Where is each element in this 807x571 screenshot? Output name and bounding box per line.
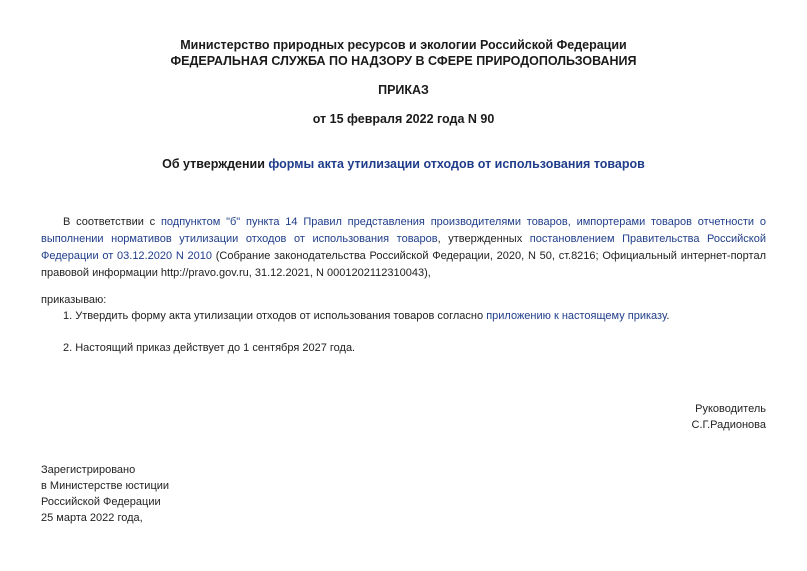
registration-line-3: Российской Федерации (41, 496, 161, 508)
registration-line-1: Зарегистрировано (41, 464, 136, 476)
document-type: ПРИКАЗ (378, 83, 429, 97)
order-item-1-end: . (666, 310, 670, 322)
order-word: приказываю: (41, 294, 107, 306)
signature-position: Руководитель (695, 403, 766, 415)
appendix-link[interactable]: приложению к настоящему приказу (486, 310, 667, 322)
preamble-text-3: (Собрание законодательства Российской Федерации, 2020, N 50, ст.8216; Официальный интернет-портал правовой информации http://pravo.gov.ru, 31.12.2021, N 0001202112310043), (41, 250, 766, 279)
rules-subparagraph-link[interactable]: подпунктом "б" пункта 14 Правил представления производителями товаров, импортерами товаров отчетности о выполнении нормативов утилизации отходов от использования товаров (41, 216, 767, 245)
document-date-number: от 15 февраля 2022 года N 90 (312, 112, 495, 126)
order-item-2: 2. Настоящий приказ действует до 1 сентября 2027 года. (63, 342, 356, 354)
registration-line-4: 25 марта 2022 года, (41, 512, 143, 524)
service-name: ФЕДЕРАЛЬНАЯ СЛУЖБА ПО НАДЗОРУ В СФЕРЕ ПРИРОДОПОЛЬЗОВАНИЯ (170, 54, 637, 68)
preamble-text-1: В соответствии с (63, 216, 161, 228)
title-link[interactable]: формы акта утилизации отходов от использования товаров (268, 157, 645, 171)
document-title (0, 156, 807, 172)
registration-line-2: в Министерстве юстиции (41, 480, 170, 492)
ministry-name: Министерство природных ресурсов и экологии Российской Федерации (180, 38, 627, 52)
preamble-text-2: , утвержденных (437, 233, 530, 245)
order-item-1-text: 1. Утвердить форму акта утилизации отходов от использования товаров согласно (63, 310, 487, 322)
government-decree-link[interactable]: постановлением Правительства Российской Федерации от 03.12.2020 N 2010 (41, 233, 766, 262)
preamble-paragraph (41, 214, 766, 282)
signature-name: С.Г.Радионова (691, 419, 766, 431)
order-item-1 (63, 308, 669, 325)
title-prefix: Об утверждении (162, 157, 269, 171)
